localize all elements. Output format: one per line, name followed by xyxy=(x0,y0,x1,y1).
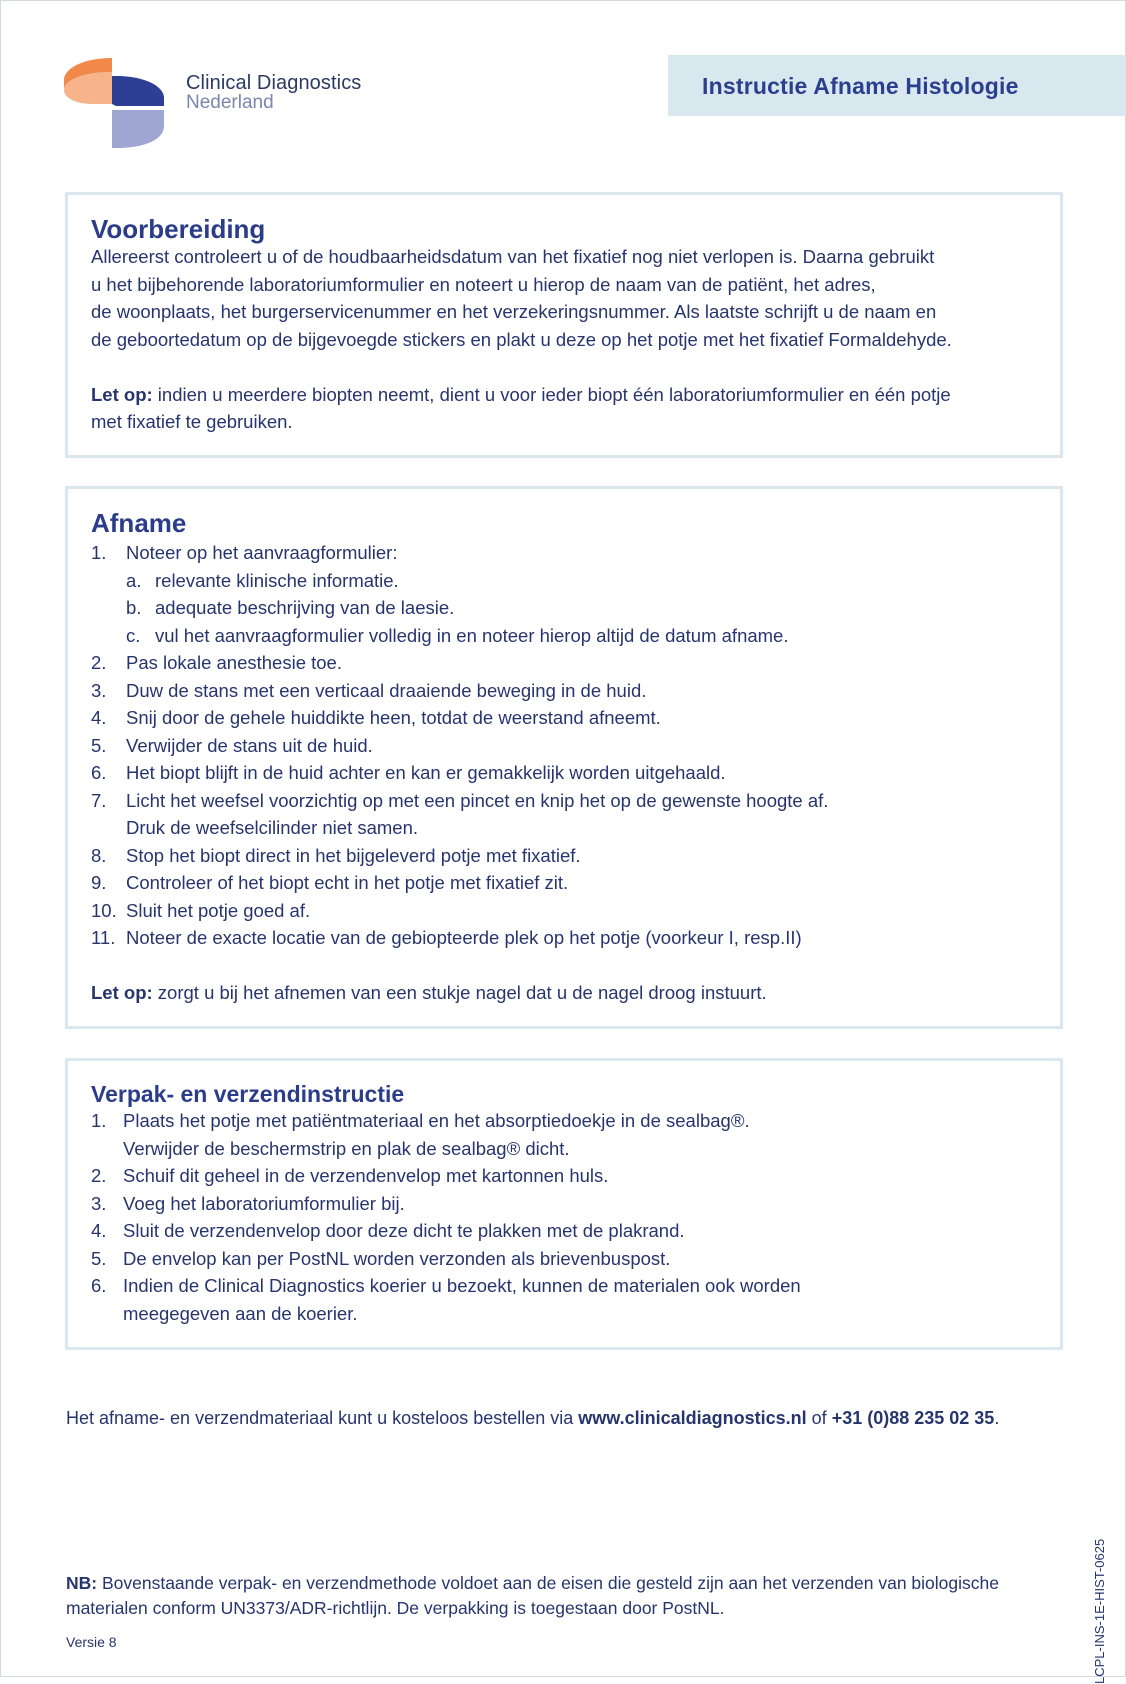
clinical-diagnostics-logo xyxy=(64,54,164,158)
note-text: indien u meerdere biopten neemt, dient u voor ieder biopt één laboratoriumformulier en één potje met fixatief te gebruiken. xyxy=(91,383,951,432)
preparation-paragraph: Allereerst controleert u of de houdbaarheidsdatum van het fixatief nog niet verlopen is. Daarna gebruikt u het bijbehorende laboratoriumformulier en noteert u hierop de naam van de patiënt, het adres, de woonplaats, het burgerservicenummer en het verzekeringsnummer. Als laatste schrijft u de naam en de geboortedatum op de bijgevoegde stickers en plakt u deze op het potje met het fixatief Formaldehyde. xyxy=(91,246,952,350)
section-afname xyxy=(65,486,1063,1029)
section-content xyxy=(91,1107,1041,1327)
document-code: LCPL-INS-1E-HIST-0625 xyxy=(1092,1538,1107,1684)
list-item xyxy=(91,1272,1041,1300)
phone-number[interactable]: +31 (0)88 235 02 35 xyxy=(831,1408,995,1428)
item-number: 9. xyxy=(91,872,107,893)
afname-steps xyxy=(91,539,1041,952)
list-item xyxy=(91,1162,1041,1190)
list-item xyxy=(91,787,1041,815)
item-number: 11. xyxy=(91,927,116,948)
list-item xyxy=(91,1217,1041,1245)
list-item xyxy=(91,1107,1041,1135)
list-item xyxy=(91,704,1041,732)
list-item xyxy=(91,732,1041,760)
item-number: 2. xyxy=(91,1165,107,1186)
list-item xyxy=(91,539,1041,567)
item-text: Stop het biopt direct in het bijgeleverd potje met fixatief. xyxy=(126,844,581,866)
list-item-continuation: Druk de weefselcilinder niet samen. xyxy=(126,817,419,838)
section-verpak-verzend xyxy=(65,1058,1063,1350)
order-text: Het afname- en verzendmateriaal kunt u kosteloos bestellen via xyxy=(66,1408,579,1428)
order-text: of xyxy=(806,1408,832,1428)
order-text: . xyxy=(994,1408,1000,1428)
item-text: Het biopt blijft in de huid achter en kan er gemakkelijk worden uitgehaald. xyxy=(126,762,726,783)
note xyxy=(91,979,1041,1007)
item-text: Voeg het laboratoriumformulier bij. xyxy=(123,1192,405,1214)
brand-name xyxy=(186,73,361,113)
list-item xyxy=(91,677,1041,705)
item-text: Duw de stans met een verticaal draaiende beweging in de huid. xyxy=(126,679,647,701)
item-number: 3. xyxy=(91,1192,107,1214)
list-item xyxy=(91,1190,1041,1218)
item-text: Indien de Clinical Diagnostics koerier u bezoekt, kunnen de materialen ook worden xyxy=(123,1275,801,1296)
item-letter: b. xyxy=(126,597,142,618)
list-item xyxy=(91,1245,1041,1273)
section-content xyxy=(91,539,1041,1007)
version-label: Versie 8 xyxy=(66,1634,117,1650)
item-number: 4. xyxy=(91,707,107,728)
section-voorbereiding xyxy=(65,192,1063,458)
list-item xyxy=(91,869,1041,897)
note-text: zorgt u bij het afnemen van een stukje nagel dat u de nagel droog instuurt. xyxy=(152,982,767,1003)
item-text: De envelop kan per PostNL worden verzonden als brievenbuspost. xyxy=(123,1247,671,1269)
list-item xyxy=(91,897,1041,925)
section-heading: Afname xyxy=(91,508,187,538)
item-text: Controleer of het biopt echt in het potje met fixatief zit. xyxy=(126,872,569,893)
list-item-continuation: Verwijder de beschermstrip en plak de sealbag® dicht. xyxy=(123,1137,570,1159)
item-letter: a. xyxy=(126,569,142,591)
packing-steps xyxy=(91,1107,1041,1327)
list-item xyxy=(91,759,1041,787)
item-number: 10. xyxy=(91,899,117,921)
note-label: Let op: xyxy=(91,383,153,405)
item-text: Sluit de verzendenvelop door deze dicht te plakken met de plakrand. xyxy=(123,1220,685,1241)
nb-label: NB: xyxy=(66,1573,98,1593)
item-number: 1. xyxy=(91,1110,107,1131)
section-heading: Verpak- en verzendinstructie xyxy=(91,1081,405,1107)
document-title: Instructie Afname Histologie xyxy=(702,73,1019,99)
item-text: Verwijder de stans uit de huid. xyxy=(126,734,373,756)
item-text: vul het aanvraagformulier volledig in en noteer hierop altijd de datum afname. xyxy=(155,624,789,646)
item-number: 5. xyxy=(91,1247,107,1269)
list-item xyxy=(91,842,1041,870)
sub-list-item xyxy=(91,622,1041,650)
item-number: 2. xyxy=(91,652,107,673)
nb-note xyxy=(66,1571,1046,1621)
list-item-continuation: meegegeven aan de koerier. xyxy=(123,1302,358,1324)
website-link[interactable]: www.clinicaldiagnostics.nl xyxy=(578,1408,807,1428)
item-text: Schuif dit geheel in de verzendenvelop met kartonnen huls. xyxy=(123,1165,609,1186)
note xyxy=(91,381,1041,436)
item-number: 3. xyxy=(91,679,107,701)
order-info xyxy=(66,1408,999,1429)
brand-line-1: Clinical Diagnostics xyxy=(186,72,362,94)
item-letter: c. xyxy=(126,624,141,646)
note-label: Let op: xyxy=(91,982,153,1003)
item-number: 5. xyxy=(91,734,107,756)
item-text: Sluit het potje goed af. xyxy=(126,899,311,921)
list-item xyxy=(91,924,1041,952)
item-text: Licht het weefsel voorzichtig op met een pincet en knip het op de gewenste hoogte af. xyxy=(126,789,829,811)
item-text: relevante klinische informatie. xyxy=(155,569,399,591)
item-text: Noteer op het aanvraagformulier: xyxy=(126,542,398,563)
brand-line-2: Nederland xyxy=(186,92,274,113)
document-title-bar xyxy=(668,55,1126,116)
item-text: Plaats het potje met patiëntmateriaal en het absorptiedoekje in de sealbag®. xyxy=(123,1110,750,1131)
item-number: 6. xyxy=(91,762,107,783)
nb-text: Bovenstaande verpak- en verzendmethode voldoet aan de eisen die gesteld zijn aan het verzenden van biologische materialen conform UN3373/ADR-richtlijn. De verpakking is toegestaan door PostNL. xyxy=(66,1573,999,1618)
item-text: Noteer de exacte locatie van de gebiopteerde plek op het potje (voorkeur I, resp.II) xyxy=(126,927,802,948)
item-text: Pas lokale anesthesie toe. xyxy=(126,652,342,673)
item-number: 1. xyxy=(91,542,107,563)
item-text: Snij door de gehele huiddikte heen, totdat de weerstand afneemt. xyxy=(126,707,661,728)
item-number: 7. xyxy=(91,789,107,811)
list-item xyxy=(91,649,1041,677)
sub-list-item xyxy=(91,594,1041,622)
sub-list-item xyxy=(91,567,1041,595)
item-text: adequate beschrijving van de laesie. xyxy=(155,597,455,618)
section-content xyxy=(91,243,1041,436)
section-heading: Voorbereiding xyxy=(91,214,266,244)
item-number: 8. xyxy=(91,844,107,866)
item-number: 4. xyxy=(91,1220,107,1241)
item-number: 6. xyxy=(91,1275,107,1296)
